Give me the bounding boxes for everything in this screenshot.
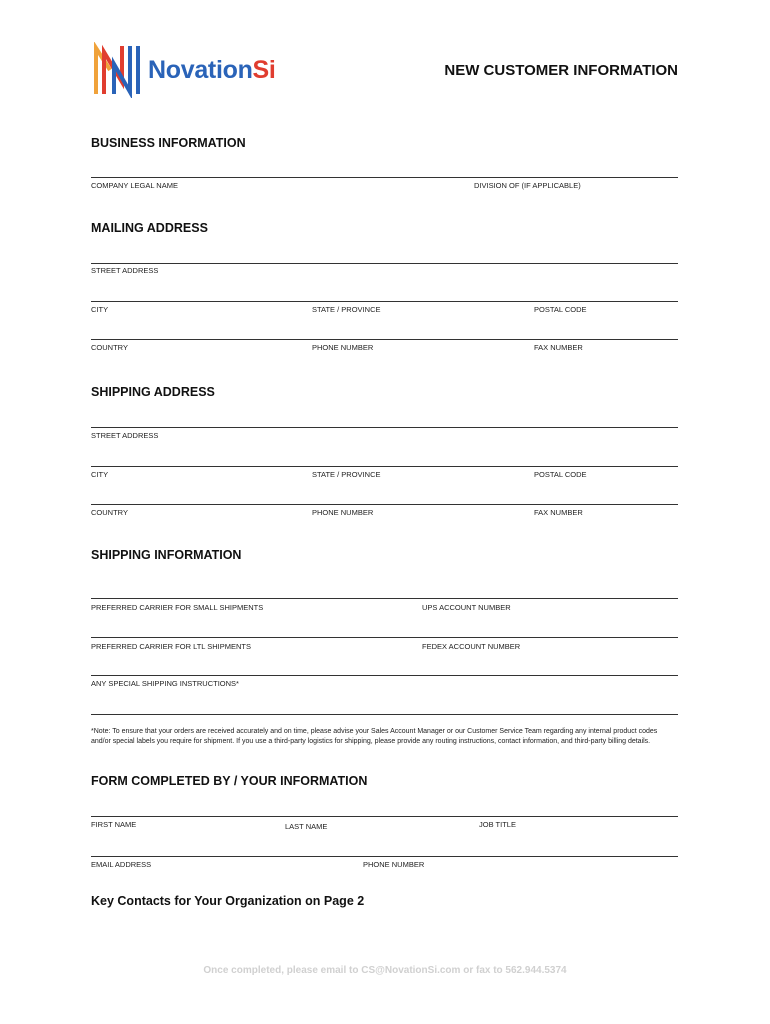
mailing-phone-label: PHONE NUMBER bbox=[312, 343, 374, 352]
shipping-country-label: COUNTRY bbox=[91, 508, 128, 517]
shipping-city-label: CITY bbox=[91, 470, 109, 479]
ltl-carrier-line[interactable] bbox=[91, 637, 678, 638]
ups-account-label: UPS ACCOUNT NUMBER bbox=[422, 603, 511, 612]
mailing-city-label: CITY bbox=[91, 305, 109, 314]
mailing-city-line[interactable] bbox=[91, 301, 678, 302]
section-business-information: BUSINESS INFORMATION bbox=[91, 136, 246, 150]
job-title-label: JOB TITLE bbox=[479, 820, 516, 829]
document-title: NEW CUSTOMER INFORMATION bbox=[444, 62, 678, 79]
division-of-label: DIVISION OF (IF APPLICABLE) bbox=[474, 181, 581, 190]
shipping-note: *Note: To ensure that your orders are received accurately and on time, please advise your Sales Account Manager or our Customer Service Team regarding any internal product codes and/or special labels you require for shipment. If you use a third-party logistics for shipping, please provide any routing instructions, contact information, and third-party billing details. bbox=[91, 728, 658, 745]
shipping-street-line[interactable] bbox=[91, 427, 678, 428]
shipping-city-line[interactable] bbox=[91, 466, 678, 467]
section-mailing-address: MAILING ADDRESS bbox=[91, 221, 208, 235]
company-legal-name-label: COMPANY LEGAL NAME bbox=[91, 181, 178, 190]
footer-instructions: Once completed, please email to CS@NovationSi.com or fax to 562.944.5374 bbox=[203, 965, 567, 976]
mailing-street-line[interactable] bbox=[91, 263, 678, 264]
small-carrier-label: PREFERRED CARRIER FOR SMALL SHIPMENTS bbox=[91, 603, 264, 612]
special-instructions-bottom-line[interactable] bbox=[91, 714, 678, 715]
shipping-phone-label: PHONE NUMBER bbox=[312, 508, 374, 517]
name-line[interactable] bbox=[91, 816, 678, 817]
key-contacts-note: Key Contacts for Your Organization on Page 2 bbox=[91, 894, 365, 908]
mailing-fax-label: FAX NUMBER bbox=[534, 343, 583, 352]
phone-label: PHONE NUMBER bbox=[363, 860, 425, 869]
last-name-label: LAST NAME bbox=[285, 822, 328, 831]
mailing-country-label: COUNTRY bbox=[91, 343, 128, 352]
ltl-carrier-label: PREFERRED CARRIER FOR LTL SHIPMENTS bbox=[91, 642, 252, 651]
shipping-postal-label: POSTAL CODE bbox=[534, 470, 587, 479]
section-shipping-address: SHIPPING ADDRESS bbox=[91, 385, 215, 399]
section-form-completed-by: FORM COMPLETED BY / YOUR INFORMATION bbox=[91, 774, 368, 788]
email-line[interactable] bbox=[91, 856, 678, 857]
email-label: EMAIL ADDRESS bbox=[91, 860, 152, 869]
mailing-country-line[interactable] bbox=[91, 339, 678, 340]
mailing-state-label: STATE / PROVINCE bbox=[312, 305, 381, 314]
fedex-account-label: FEDEX ACCOUNT NUMBER bbox=[422, 642, 521, 651]
special-instructions-line[interactable] bbox=[91, 675, 678, 676]
shipping-country-line[interactable] bbox=[91, 504, 678, 505]
shipping-fax-label: FAX NUMBER bbox=[534, 508, 583, 517]
brand-name: NovationSi bbox=[148, 56, 276, 84]
section-shipping-information: SHIPPING INFORMATION bbox=[91, 548, 242, 562]
small-carrier-line[interactable] bbox=[91, 598, 678, 599]
special-instructions-label: ANY SPECIAL SHIPPING INSTRUCTIONS* bbox=[91, 679, 239, 688]
shipping-street-label: STREET ADDRESS bbox=[91, 431, 159, 440]
shipping-state-label: STATE / PROVINCE bbox=[312, 470, 381, 479]
mailing-postal-label: POSTAL CODE bbox=[534, 305, 587, 314]
company-legal-name-line[interactable] bbox=[91, 177, 678, 178]
mailing-street-label: STREET ADDRESS bbox=[91, 266, 159, 275]
first-name-label: FIRST NAME bbox=[91, 820, 137, 829]
